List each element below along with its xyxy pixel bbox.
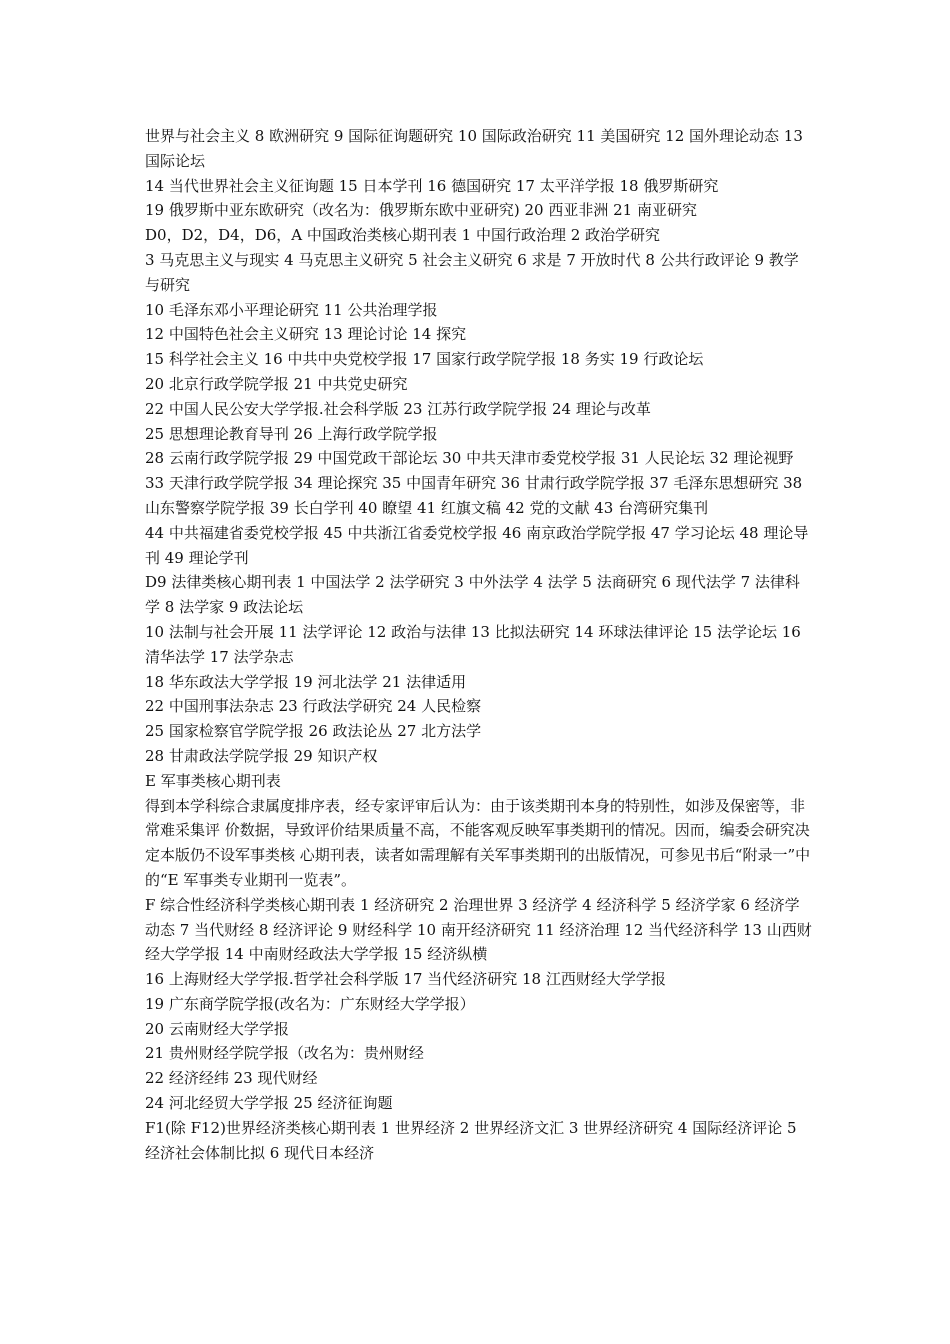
paragraph-28: 22 经济经纬 23 现代财经 xyxy=(145,1069,318,1088)
paragraph-27: 21 贵州财经学院学报（改名为：贵州财经 xyxy=(145,1044,424,1063)
paragraph-21: E 军事类核心期刊表 xyxy=(145,771,281,790)
paragraph-23: F 综合性经济科学类核心期刊表 1 经济研究 2 治理世界 3 经济学 4 经济科学 5 经济学家 6 经济学动态 7 当代财经 8 经济评论 9 财经科学 10 南开经济研究 11 经济治理 12 当代经济科学 13 山西财经大学学报 14 中南财经政法大学学报 15 经济纵横 xyxy=(145,895,812,964)
paragraph-12: 28 云南行政学院学报 29 中国党政干部论坛 30 中共天津市委党校学报 31 人民论坛 32 理论视野 xyxy=(145,449,794,468)
paragraph-2: 14 当代世界社会主义征询题 15 日本学刊 16 德国研究 17 太平洋学报 18 俄罗斯研究 xyxy=(145,176,719,195)
paragraph-17: 18 华东政法大学学报 19 河北法学 21 法律适用 xyxy=(145,672,467,691)
paragraph-9: 20 北京行政学院学报 21 中共党史研究 xyxy=(145,374,408,393)
paragraph-16: 10 法制与社会开展 11 法学评论 12 政治与法律 13 比拟法研究 14 环球法律评论 15 法学论坛 16 清华法学 17 法学杂志 xyxy=(145,622,801,666)
paragraph-30: F1(除 F12)世界经济类核心期刊表 1 世界经济 2 世界经济文汇 3 世界经济研究 4 国际经济评论 5 经济社会体制比拟 6 现代日本经济 xyxy=(145,1118,797,1162)
paragraph-29: 24 河北经贸大学学报 25 经济征询题 xyxy=(145,1094,393,1113)
paragraph-25: 19 广东商学院学报(改名为：广东财经大学学报） xyxy=(145,994,475,1013)
paragraph-22: 得到本学科综合隶属度排序表，经专家评审后认为：由于该类期刊本身的特别性，如涉及保密等，非常难采集评 价数据，导致评价结果质量不高，不能客观反映军事类期刊的情况。因而，编委会研究决定本版仍不设军事类核 心期刊表，读者如需理解有关军事类期刊的出版情况，可参见书后“附录一”中的“E 军事类专业期刊一览表”。 xyxy=(145,796,811,889)
paragraph-6: 10 毛泽东邓小平理论研究 11 公共治理学报 xyxy=(145,300,438,319)
paragraph-10: 22 中国人民公安大学学报.社会科学版 23 江苏行政学院学报 24 理论与改革 xyxy=(145,399,651,418)
document-page xyxy=(145,124,813,1165)
paragraph-19: 25 国家检察官学院学报 26 政法论丛 27 北方法学 xyxy=(145,722,482,741)
paragraph-24: 16 上海财经大学学报.哲学社会科学版 17 当代经济研究 18 江西财经大学学报 xyxy=(145,970,666,989)
paragraph-4: D0，D2，D4，D6，A 中国政治类核心期刊表 1 中国行政治理 2 政治学研究 xyxy=(145,226,661,245)
paragraph-8: 15 科学社会主义 16 中共中央党校学报 17 国家行政学院学报 18 务实 19 行政论坛 xyxy=(145,350,704,369)
paragraph-26: 20 云南财经大学学报 xyxy=(145,1019,289,1038)
paragraph-14: 44 中共福建省委党校学报 45 中共浙江省委党校学报 46 南京政治学院学报 47 学习论坛 48 理论导刊 49 理论学刊 xyxy=(145,523,809,567)
paragraph-18: 22 中国刑事法杂志 23 行政法学研究 24 人民检察 xyxy=(145,697,482,716)
paragraph-1: 世界与社会主义 8 欧洲研究 9 国际征询题研究 10 国际政治研究 11 美国研究 12 国外理论动态 13 国际论坛 xyxy=(145,127,803,170)
paragraph-13: 33 天津行政学院学报 34 理论探究 35 中国青年研究 36 甘肃行政学院学报 37 毛泽东思想研究 38 山东警察学院学报 39 长白学刊 40 瞭望 41 红旗文稿 42 党的文献 43 台湾研究集刊 xyxy=(145,474,803,517)
paragraph-7: 12 中国特色社会主义研究 13 理论讨论 14 探究 xyxy=(145,325,467,344)
paragraph-20: 28 甘肃政法学院学报 29 知识产权 xyxy=(145,746,378,765)
paragraph-11: 25 思想理论教育导刊 26 上海行政学院学报 xyxy=(145,424,438,443)
paragraph-15: D9 法律类核心期刊表 1 中国法学 2 法学研究 3 中外法学 4 法学 5 法商研究 6 现代法学 7 法律科学 8 法学家 9 政法论坛 xyxy=(145,573,800,617)
paragraph-5: 3 马克思主义与现实 4 马克思主义研究 5 社会主义研究 6 求是 7 开放时代 8 公共行政评论 9 教学与研究 xyxy=(145,250,799,294)
paragraph-3: 19 俄罗斯中亚东欧研究（改名为：俄罗斯东欧中亚研究) 20 西亚非洲 21 南亚研究 xyxy=(145,201,697,220)
